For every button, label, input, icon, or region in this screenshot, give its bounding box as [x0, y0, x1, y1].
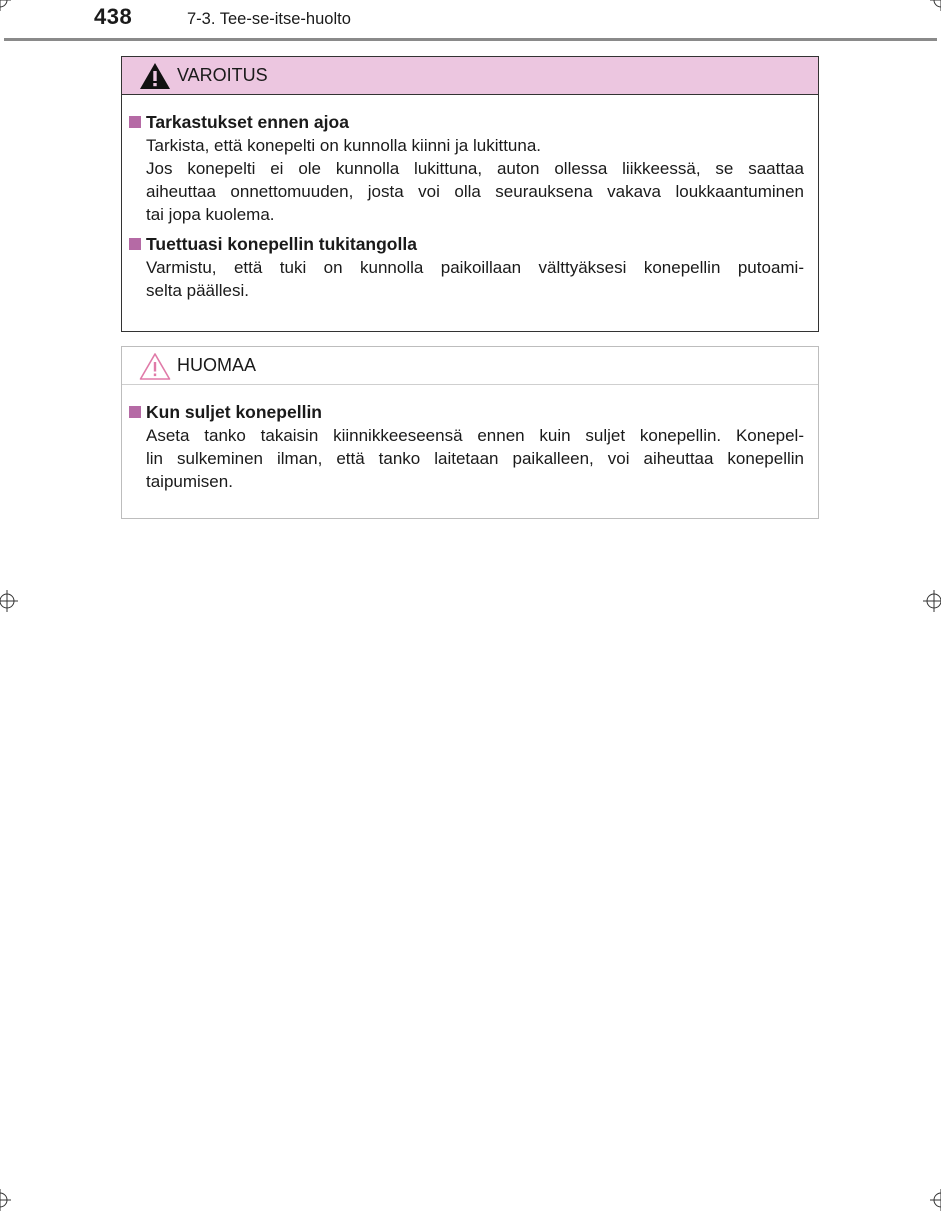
text-line: taipumisen. — [146, 472, 233, 491]
registration-mark-icon — [0, 1189, 11, 1211]
warning-body — [122, 95, 818, 302]
registration-mark-icon — [923, 590, 941, 612]
notice-label: HUOMAA — [177, 355, 257, 375]
text-line: Aseta tanko takaisin kiinnikkeeseensä ennen kuin suljet konepellin. Konepel- — [146, 426, 804, 445]
text-line: tai jopa kuolema. — [146, 205, 275, 224]
square-bullet-icon — [129, 116, 141, 128]
text-line: Varmistu, että tuki on kunnolla paikoillaan välttyäksesi konepellin putoami- — [146, 258, 804, 277]
text-line: Tarkista, että konepelti on kunnolla kiinni ja lukittuna. — [146, 136, 542, 155]
notice-body — [122, 385, 818, 493]
chapter-title: 7-3. Tee-se-itse-huolto — [187, 10, 351, 28]
warning-header — [122, 57, 818, 95]
square-bullet-icon — [129, 406, 141, 418]
section-text — [129, 134, 804, 226]
section-title — [129, 110, 804, 134]
text-line: Jos konepelti ei ole kunnolla lukittuna, auton ollessa liikkeessä, se saattaa — [146, 159, 804, 178]
warning-box — [121, 56, 819, 332]
text-line: selta päällesi. — [146, 281, 250, 300]
warning-label: VAROITUS — [177, 65, 268, 85]
notice-header — [122, 347, 818, 385]
warning-section-support-rod — [129, 232, 804, 302]
page-number: 438 — [94, 4, 133, 29]
section-title — [129, 232, 804, 256]
registration-mark-icon — [0, 0, 11, 11]
section-title-text: Tuettuasi konepellin tukitangolla — [146, 234, 417, 254]
section-title-text: Kun suljet konepellin — [146, 402, 322, 422]
warning-triangle-icon — [139, 62, 171, 90]
notice-box — [121, 346, 819, 519]
registration-mark-icon — [0, 590, 18, 612]
text-line: lin sulkeminen ilman, että tanko laitetaan paikalleen, voi aiheuttaa konepellin — [146, 449, 804, 468]
section-title — [129, 400, 804, 424]
square-bullet-icon — [129, 238, 141, 250]
registration-mark-icon — [930, 1189, 941, 1211]
header-rule — [4, 38, 937, 41]
section-text — [129, 424, 804, 493]
section-text — [129, 256, 804, 302]
notice-section-closing — [129, 400, 804, 493]
text-line: aiheuttaa onnettomuuden, josta voi olla seurauksena vakava loukkaantuminen — [146, 182, 804, 201]
registration-mark-icon — [930, 0, 941, 11]
warning-section-checks — [129, 110, 804, 226]
section-title-text: Tarkastukset ennen ajoa — [146, 112, 349, 132]
caution-triangle-icon — [139, 352, 171, 380]
